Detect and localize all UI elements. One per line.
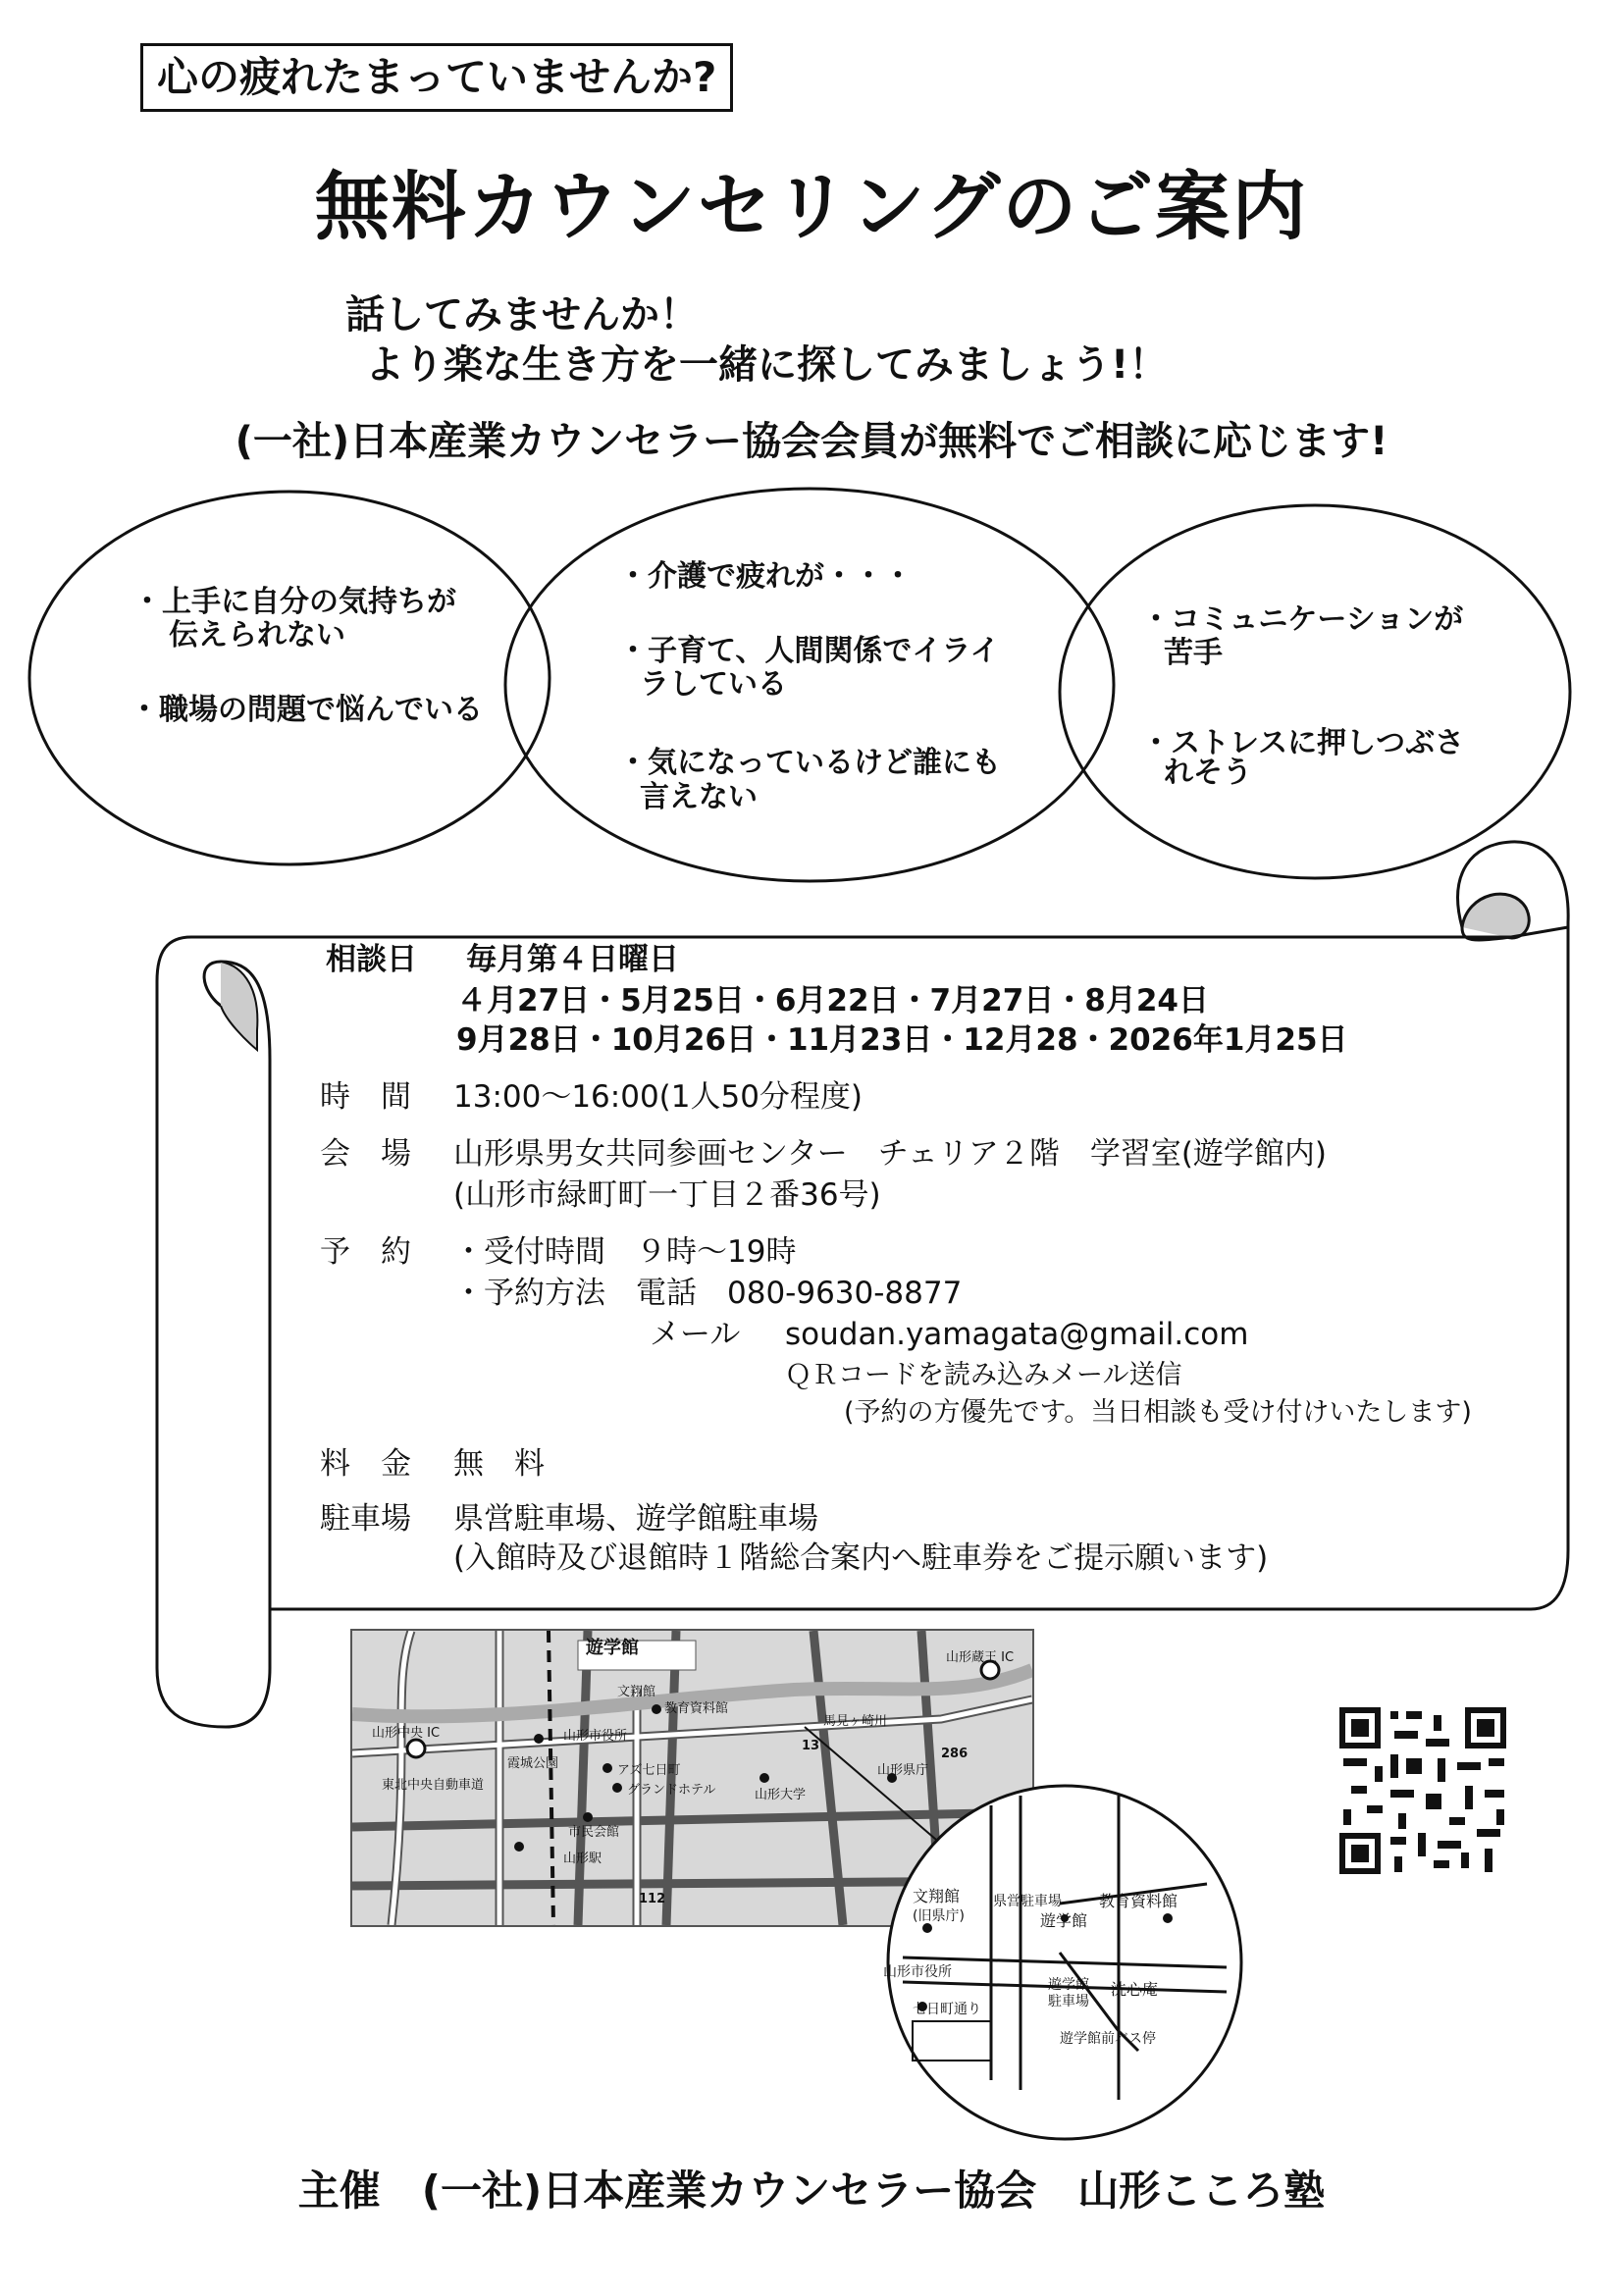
mail-value[interactable]: soudan.yamagata@gmail.com xyxy=(785,1317,1249,1352)
inset-kyoiku: 教育資料館 xyxy=(1099,1892,1178,1910)
bubble-right-3: ・ストレスに押しつぶさ xyxy=(1141,726,1465,760)
bubble-center-5: 言えない xyxy=(640,780,758,814)
reserve-method: ・予約方法 電話 080-9630-8877 xyxy=(453,1276,963,1311)
reserve-label: 予 約 xyxy=(320,1234,411,1270)
dates-line-1: ４月27日・5月25日・6月22日・7月27日・8月24日 xyxy=(456,983,1209,1018)
map-label-city-hall: 山形市役所 xyxy=(563,1729,628,1744)
map-label-zao-ic: 山形蔵王 IC xyxy=(946,1650,1015,1665)
qr-note: ＱＲコードを読み込みメール送信 xyxy=(785,1360,1182,1390)
bubble-center-3: ラしている xyxy=(640,667,787,702)
bubble-center-1: ・介護で疲れが・・・ xyxy=(618,559,913,594)
bubble-left-1: ・上手に自分の気持ちが xyxy=(132,585,456,619)
bubble-right-2: 苦手 xyxy=(1164,636,1223,670)
map-label-grand: グランドホテル xyxy=(627,1783,716,1798)
tagline: 心の疲れたまっていませんか? xyxy=(140,43,733,112)
venue-address: (山形市緑町町一丁目２番36号) xyxy=(453,1177,881,1213)
map-label-kyoiku: 教育資料館 xyxy=(664,1701,729,1716)
map-label-univ: 山形大学 xyxy=(755,1788,807,1802)
map-label-r13: 13 xyxy=(802,1739,820,1753)
map-label-kasumi: 霞城公園 xyxy=(507,1756,559,1771)
inset-senshinan: 洗心庵 xyxy=(1111,1980,1159,1999)
inset-yugakukan-parking-1: 遊学館 xyxy=(1048,1977,1089,1993)
time-value: 13:00～16:00(1人50分程度) xyxy=(453,1079,864,1115)
map-label-r286: 286 xyxy=(941,1747,969,1761)
consult-value: 毎月第４日曜日 xyxy=(466,942,679,977)
inset-old-pref: (旧県庁) xyxy=(913,1908,965,1924)
inset-city-hall: 山形市役所 xyxy=(883,1964,952,1980)
map-label-r112: 112 xyxy=(639,1892,666,1906)
bubble-left-3: ・職場の問題で悩んでいる xyxy=(130,693,483,727)
page-title: 無料カウンセリングのご案内 xyxy=(314,163,1309,250)
bubble-center-4: ・気になっているけど誰にも xyxy=(618,746,1001,780)
map-label-yugakukan: 遊学館 xyxy=(586,1638,639,1658)
inset-yugakukan: 遊学館 xyxy=(1040,1911,1088,1930)
lead-line-3: (一社)日本産業カウンセラー協会会員が無料でご相談に応じます! xyxy=(235,419,1388,464)
venue-value: 山形県男女共同参画センター チェリア２階 学習室(遊学館内) xyxy=(453,1136,1328,1172)
map-label-pref: 山形県庁 xyxy=(877,1763,929,1778)
mail-label: メール xyxy=(650,1317,741,1352)
map-label-bunshokan: 文翔館 xyxy=(617,1685,656,1699)
map-label-chuo-ic: 山形中央 IC xyxy=(372,1726,441,1741)
consult-label: 相談日 xyxy=(326,942,417,977)
bubble-right-1: ・コミュニケーションが xyxy=(1141,602,1464,637)
map-label-civic: 市民会館 xyxy=(568,1825,620,1840)
venue-label: 会 場 xyxy=(320,1136,411,1172)
parking-value: 県営駐車場、遊学館駐車場 xyxy=(453,1501,818,1537)
inset-nanukamachi: 七日町通り xyxy=(913,2002,981,2017)
inset-bunshokan: 文翔館 xyxy=(913,1887,961,1905)
lead-line-2: より楽な生き方を一緒に探してみましょう!！ xyxy=(365,342,1169,388)
map-label-river: 馬見ヶ崎川 xyxy=(823,1714,888,1729)
fee-value: 無 料 xyxy=(453,1446,545,1482)
inset-yugakukan-parking-2: 駐車場 xyxy=(1048,1994,1089,2009)
bubble-center-2: ・子育て、人間関係でイライ xyxy=(618,634,1000,668)
bubble-right-4: れそう xyxy=(1164,756,1252,790)
map-label-station: 山形駅 xyxy=(563,1852,602,1866)
map-label-azu: アズ七日町 xyxy=(617,1763,681,1778)
inset-pref-parking: 県営駐車場 xyxy=(993,1894,1062,1909)
bubble-left-2: 伝えられない xyxy=(169,618,345,652)
organizer: 主催 (一社)日本産業カウンセラー協会 山形こころ塾 xyxy=(297,2166,1326,2215)
fee-label: 料 金 xyxy=(320,1446,411,1482)
parking-note: (入館時及び退館時１階総合案内へ駐車券をご提示願います) xyxy=(453,1540,1269,1576)
dates-line-2: 9月28日・10月26日・11月23日・12月28・2026年1月25日 xyxy=(456,1022,1348,1058)
priority-note: (予約の方優先です。当日相談も受け付けいたします) xyxy=(844,1397,1472,1428)
parking-label: 駐車場 xyxy=(320,1501,411,1537)
inset-bus-stop: 遊学館前バス停 xyxy=(1060,2031,1156,2047)
lead-line-1: 話してみませんか！ xyxy=(345,292,699,338)
time-label: 時 間 xyxy=(320,1079,411,1115)
qr-code[interactable] xyxy=(1339,1707,1506,1874)
reserve-hours: ・受付時間 ９時～19時 xyxy=(453,1234,797,1270)
map-label-expressway: 東北中央自動車道 xyxy=(382,1778,485,1793)
